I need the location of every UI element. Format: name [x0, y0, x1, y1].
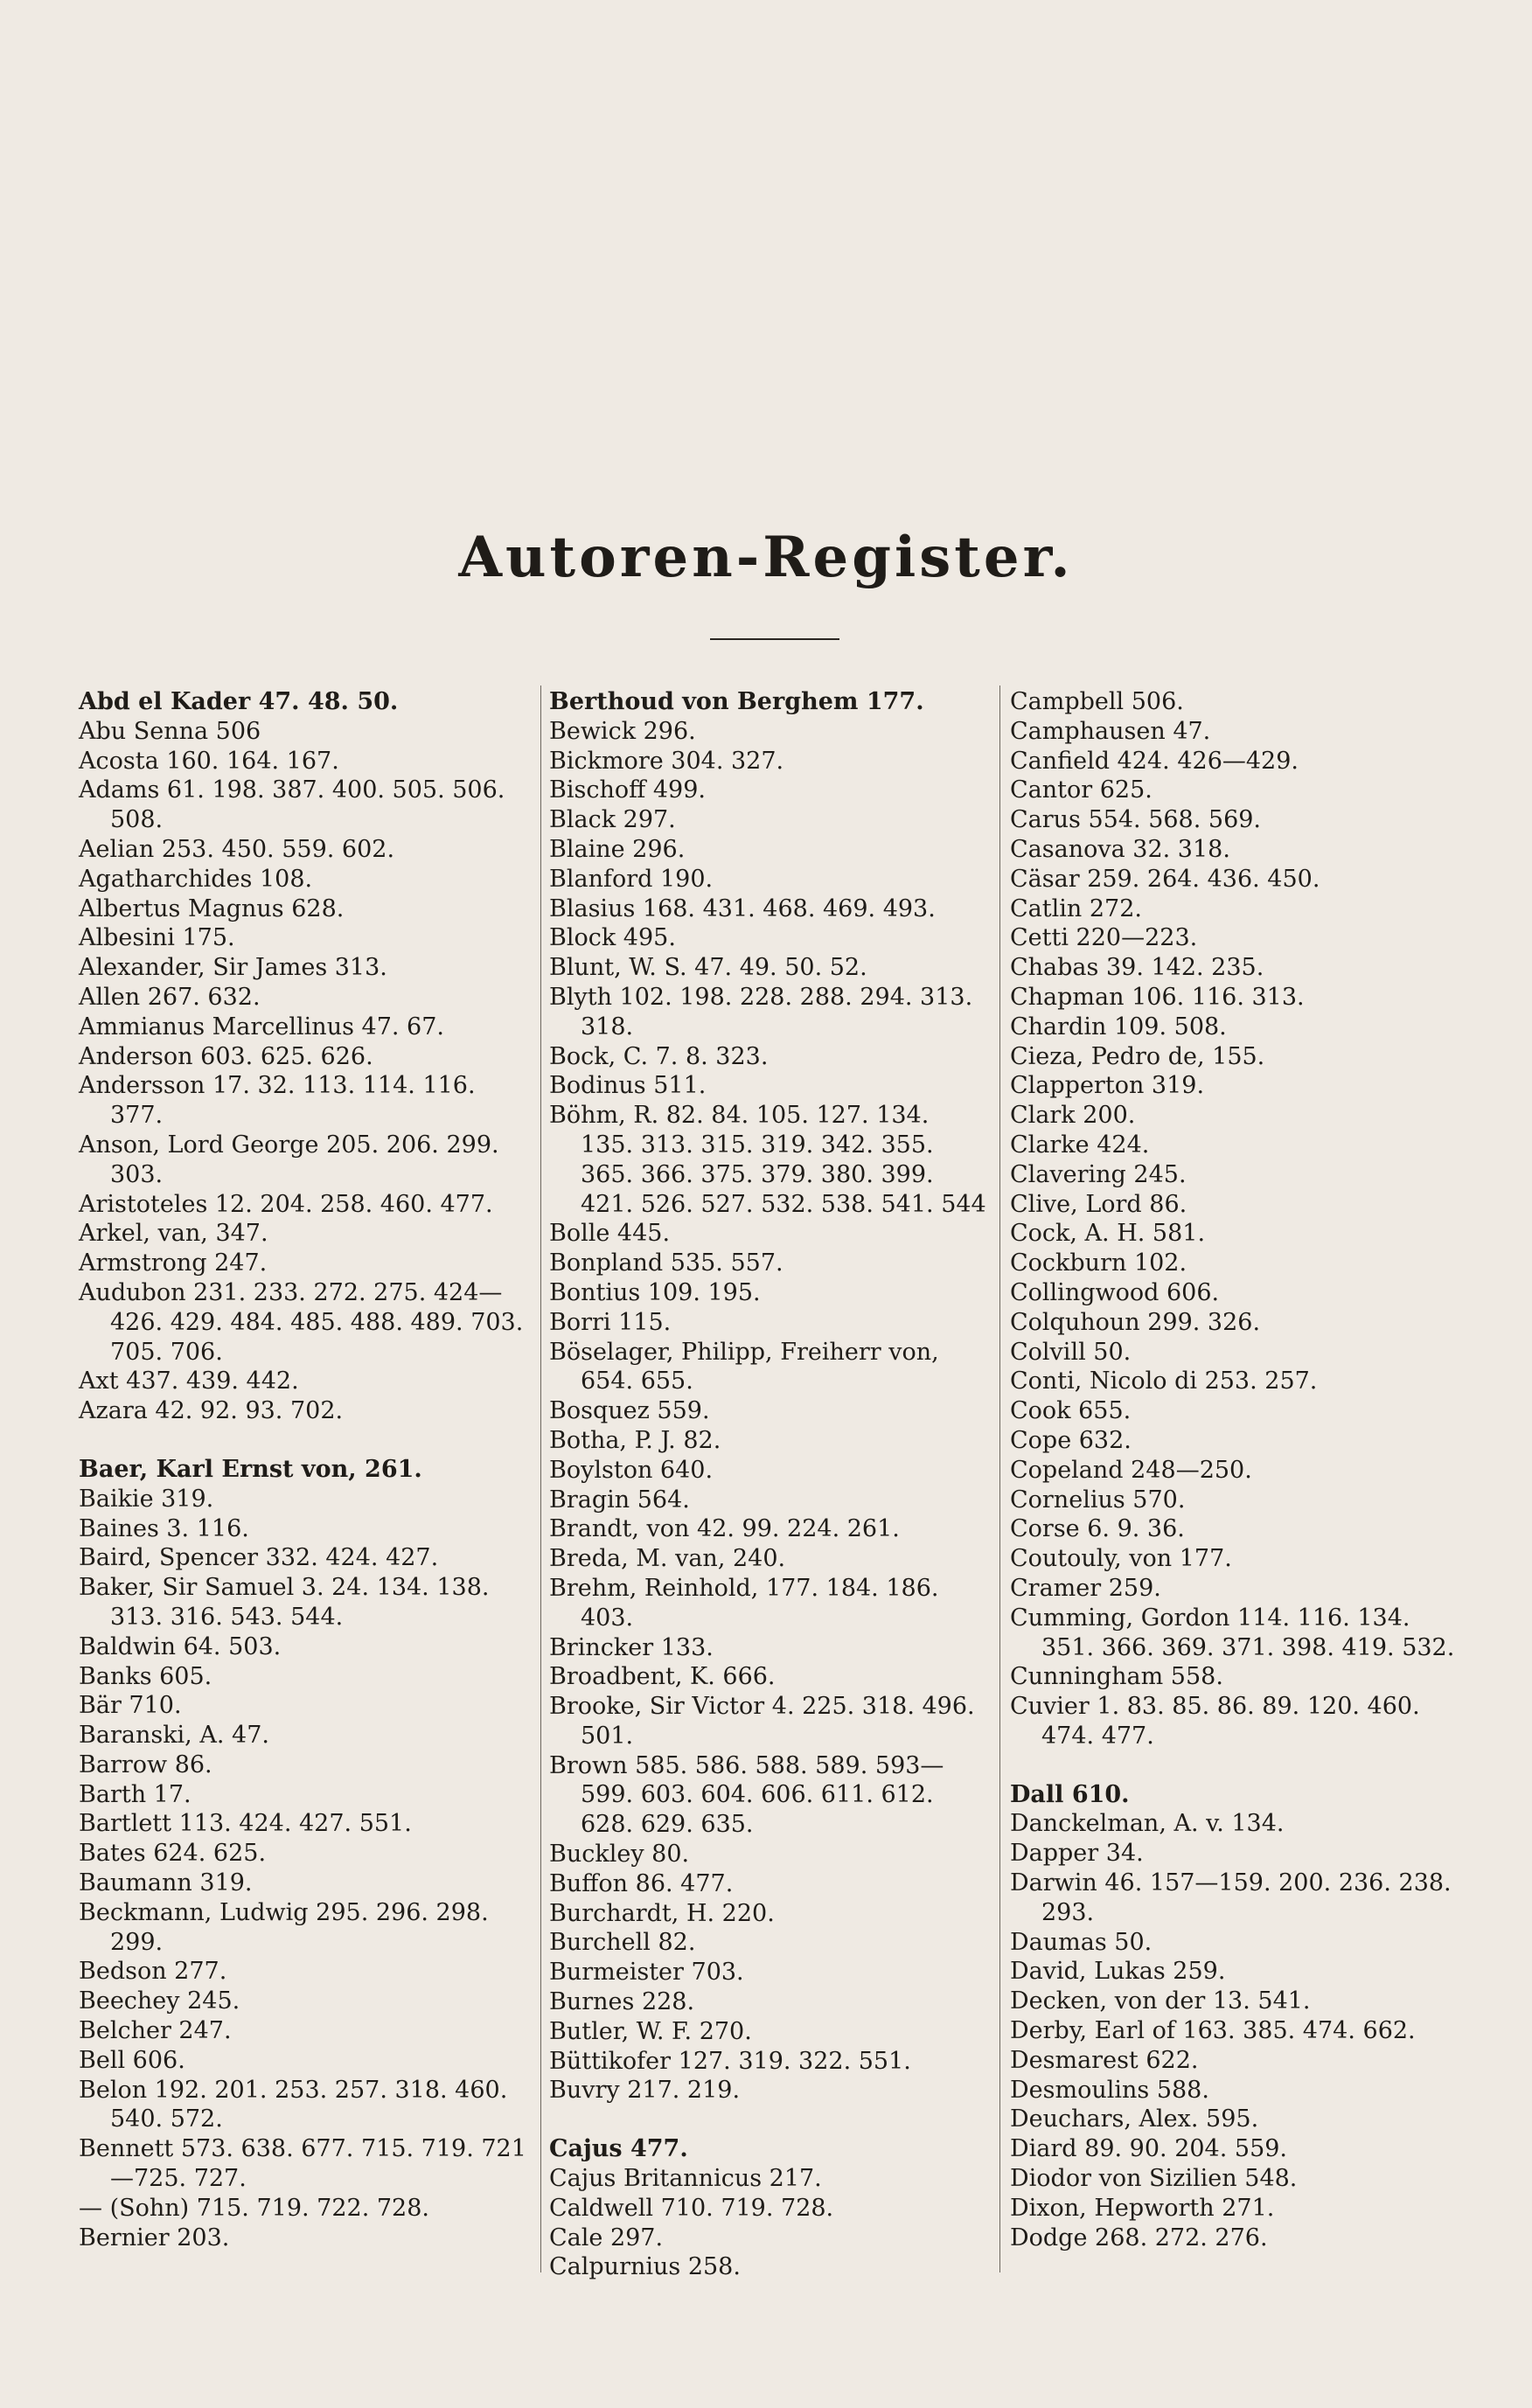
index-entry: Baird, Spencer 332. 424. 427.	[79, 1544, 439, 1572]
index-entry: Blasius 168. 431. 468. 469. 493.	[549, 894, 936, 922]
index-entry: Brehm, Reinhold, 177. 184. 186. 403.	[549, 1574, 939, 1632]
index-entry: Abu Senna 506	[79, 717, 261, 745]
index-entry: Coutouly, von 177.	[1010, 1545, 1232, 1573]
index-entry: Ammianus Marcellinus 47. 67.	[79, 1013, 444, 1040]
index-entry: Campbell 506.	[1010, 688, 1184, 715]
index-column-2	[549, 687, 986, 2281]
index-entry: Casanova 32. 318.	[1010, 835, 1230, 863]
letter-section-gap	[549, 2105, 986, 2134]
index-entry: Arkel, van, 347.	[79, 1220, 268, 1248]
index-entry: Baer, Karl Ernst von, 261.	[79, 1455, 422, 1483]
index-entry: Bedson 277.	[79, 1958, 227, 1986]
index-entry: Andersson 17. 32. 113. 114. 116. 377.	[79, 1072, 476, 1130]
index-entry: Cramer 259.	[1010, 1574, 1161, 1602]
index-entry: Calpurnius 258.	[549, 2253, 741, 2281]
index-entry: Clarke 424.	[1010, 1131, 1150, 1159]
page-title: Autoren-Register.	[458, 525, 1074, 590]
index-entry: Breda, M. van, 240.	[549, 1545, 786, 1573]
index-entry: Barth 17.	[79, 1780, 192, 1808]
index-entry: Conti, Nicolo di 253. 257.	[1010, 1368, 1318, 1395]
index-entry: Copeland 248—250.	[1010, 1456, 1252, 1484]
index-entry: Baines 3. 116.	[79, 1514, 249, 1542]
index-entry: Cajus Britannicus 217.	[549, 2165, 822, 2193]
column-divider-2	[999, 686, 1000, 2272]
letter-section-gap	[79, 1426, 533, 1455]
index-entry: Buckley 80.	[549, 1841, 690, 1869]
index-entry: Chapman 106. 116. 313.	[1010, 983, 1305, 1011]
index-entry: Abd el Kader 47. 48. 50.	[79, 688, 399, 715]
index-column-1	[79, 687, 533, 2277]
index-entry: Cetti 220—223.	[1010, 924, 1198, 952]
index-entry: Bates 624. 625.	[79, 1840, 267, 1868]
index-entry: Dodge 268. 272. 276.	[1010, 2224, 1268, 2251]
index-entry: Bär 710.	[79, 1692, 182, 1720]
index-entry: Bolle 445.	[549, 1220, 671, 1248]
index-entry: Aristoteles 12. 204. 258. 460. 477.	[79, 1190, 493, 1218]
index-entry: Cunningham 558.	[1010, 1663, 1223, 1691]
index-entry: Bewick 296.	[549, 717, 696, 745]
index-entry: Agatharchides 108.	[79, 865, 313, 893]
index-entry: Danckelman, A. v. 134.	[1010, 1810, 1285, 1838]
index-entry: Brooke, Sir Victor 4. 225. 318. 496. 501.	[549, 1693, 975, 1750]
column-divider-1	[540, 686, 541, 2272]
index-entry: Cantor 625.	[1010, 776, 1152, 804]
index-entry: Baker, Sir Samuel 3. 24. 134. 138. 313. 316. 543. 544.	[79, 1574, 490, 1631]
index-entry: Audubon 231. 233. 272. 275. 424—426. 429. 484. 485. 488. 489. 703. 705. 706.	[79, 1278, 524, 1366]
index-entry: Dapper 34.	[1010, 1840, 1144, 1868]
index-entry: Beckmann, Ludwig 295. 296. 298. 299.	[79, 1898, 489, 1956]
index-entry: Brandt, von 42. 99. 224. 261.	[549, 1515, 900, 1543]
index-entry: Clark 200.	[1010, 1102, 1136, 1130]
index-entry: Colvill 50.	[1010, 1338, 1132, 1366]
index-entry: Borri 115.	[549, 1308, 672, 1336]
index-entry: Derby, Earl of 163. 385. 474. 662.	[1010, 2017, 1416, 2045]
index-entry: Adams 61. 198. 387. 400. 505. 506. 508.	[79, 776, 505, 834]
index-entry: Blanford 190.	[549, 865, 714, 893]
index-entry: Chardin 109. 508.	[1010, 1013, 1227, 1040]
index-entry: — (Sohn) 715. 719. 722. 728.	[79, 2194, 429, 2222]
index-entry: Böhm, R. 82. 84. 105. 127. 134. 135. 313. 315. 319. 342. 355. 365. 366. 375. 379. 380. 399. 421. 526. 527. 532. 538. 541. 544	[549, 1102, 986, 1218]
index-entry: Cäsar 259. 264. 436. 450.	[1010, 865, 1320, 893]
letter-section-gap	[1010, 1751, 1465, 1780]
index-entry: Colquhoun 299. 326.	[1010, 1308, 1261, 1336]
index-entry: Berthoud von Berghem 177.	[549, 688, 924, 715]
index-entry: Bontius 109. 195.	[549, 1278, 761, 1306]
index-entry: Camphausen 47.	[1010, 717, 1211, 745]
index-entry: Brincker 133.	[549, 1633, 714, 1661]
index-entry: Block 495.	[549, 924, 676, 952]
index-entry: Aelian 253. 450. 559. 602.	[79, 835, 395, 863]
index-entry: Canfield 424. 426—429.	[1010, 747, 1299, 775]
index-entry: Barrow 86.	[79, 1750, 212, 1778]
index-entry: Acosta 160. 164. 167.	[79, 747, 339, 775]
index-entry: Büttikofer 127. 319. 322. 551.	[549, 2047, 911, 2075]
index-entry: Armstrong 247.	[79, 1249, 268, 1277]
index-entry: Chabas 39. 142. 235.	[1010, 954, 1264, 982]
index-entry: Bischoff 499.	[549, 776, 706, 804]
index-entry: David, Lukas 259.	[1010, 1958, 1226, 1986]
index-entry: Collingwood 606.	[1010, 1278, 1220, 1306]
index-entry: Albertus Magnus 628.	[79, 894, 345, 922]
index-entry: Cumming, Gordon 114. 116. 134. 351. 366. 369. 371. 398. 419. 532.	[1010, 1604, 1455, 1661]
index-entry: Black 297.	[549, 806, 676, 834]
index-entry: Bennett 573. 638. 677. 715. 719. 721—725. 727.	[79, 2135, 526, 2193]
index-entry: Alexander, Sir James 313.	[79, 954, 387, 982]
index-entry: Beechey 245.	[79, 1987, 240, 2015]
index-entry: Bickmore 304. 327.	[549, 747, 784, 775]
index-entry: Albesini 175.	[79, 924, 235, 952]
index-entry: Cuvier 1. 83. 85. 86. 89. 120. 460. 474. 477.	[1010, 1693, 1420, 1750]
index-entry: Azara 42. 92. 93. 702.	[79, 1397, 344, 1425]
index-entry: Dall 610.	[1010, 1780, 1130, 1808]
title-rule	[710, 638, 839, 640]
index-entry: Cajus 477.	[549, 2135, 688, 2163]
index-entry: Cockburn 102.	[1010, 1249, 1187, 1277]
index-entry: Baumann 319.	[79, 1869, 253, 1897]
index-entry: Buvry 217. 219.	[549, 2077, 741, 2105]
index-entry: Blyth 102. 198. 228. 288. 294. 313. 318.	[549, 983, 973, 1040]
index-entry: Bell 606.	[79, 2046, 185, 2074]
index-entry: Buffon 86. 477.	[549, 1869, 734, 1897]
index-entry: Corse 6. 9. 36.	[1010, 1515, 1185, 1543]
index-entry: Baikie 319.	[79, 1485, 214, 1513]
index-entry: Böselager, Philipp, Freiherr von, 654. 655.	[549, 1338, 939, 1395]
index-entry: Banks 605.	[79, 1662, 212, 1690]
index-entry: Burmeister 703.	[549, 1959, 744, 1987]
index-entry: Bosquez 559.	[549, 1397, 710, 1425]
index-entry: Baldwin 64. 503.	[79, 1632, 282, 1660]
index-entry: Cock, A. H. 581.	[1010, 1220, 1206, 1248]
index-entry: Burchell 82.	[549, 1929, 696, 1957]
index-entry: Bonpland 535. 557.	[549, 1249, 783, 1277]
index-entry: Desmoulins 588.	[1010, 2076, 1209, 2104]
index-entry: Belon 192. 201. 253. 257. 318. 460. 540. 572.	[79, 2076, 508, 2133]
index-entry: Daumas 50.	[1010, 1928, 1152, 1956]
index-entry: Diodor von Sizilien 548.	[1010, 2165, 1298, 2193]
index-entry: Belcher 247.	[79, 2017, 232, 2045]
index-entry: Bernier 203.	[79, 2224, 230, 2251]
index-entry: Burnes 228.	[549, 1988, 695, 2016]
index-entry: Axt 437. 439. 442.	[79, 1368, 299, 1395]
index-entry: Allen 267. 632.	[79, 983, 261, 1011]
index-entry: Burchardt, H. 220.	[549, 1899, 775, 1927]
index-entry: Blaine 296.	[549, 835, 686, 863]
index-entry: Botha, P. J. 82.	[549, 1426, 721, 1454]
index-entry: Darwin 46. 157—159. 200. 236. 238. 293.	[1010, 1869, 1452, 1926]
index-entry: Dixon, Hepworth 271.	[1010, 2194, 1275, 2222]
index-entry: Clive, Lord 86.	[1010, 1190, 1187, 1218]
index-entry: Cale 297.	[549, 2224, 664, 2251]
index-entry: Carus 554. 568. 569.	[1010, 806, 1262, 834]
index-entry: Deuchars, Alex. 595.	[1010, 2105, 1259, 2133]
index-entry: Bartlett 113. 424. 427. 551.	[79, 1810, 412, 1838]
index-entry: Caldwell 710. 719. 728.	[549, 2194, 834, 2222]
index-entry: Catlin 272.	[1010, 894, 1142, 922]
index-entry: Cope 632.	[1010, 1426, 1132, 1454]
index-column-3	[1010, 687, 1465, 2277]
index-entry: Cornelius 570.	[1010, 1486, 1186, 1514]
index-entry: Bragin 564.	[549, 1486, 690, 1514]
index-entry: Clavering 245.	[1010, 1160, 1187, 1188]
index-entry: Blunt, W. S. 47. 49. 50. 52.	[549, 954, 867, 982]
index-entry: Baranski, A. 47.	[79, 1722, 269, 1750]
index-entry: Brown 585. 586. 588. 589. 593—599. 603. 604. 606. 611. 612. 628. 629. 635.	[549, 1751, 944, 1839]
index-entry: Boylston 640.	[549, 1456, 714, 1484]
index-entry: Broadbent, K. 666.	[549, 1663, 776, 1691]
index-entry: Anderson 603. 625. 626.	[79, 1042, 373, 1070]
index-entry: Bock, C. 7. 8. 323.	[549, 1042, 769, 1070]
index-entry: Diard 89. 90. 204. 559.	[1010, 2135, 1288, 2163]
index-entry: Cieza, Pedro de, 155.	[1010, 1042, 1265, 1070]
index-entry: Bodinus 511.	[549, 1072, 707, 1100]
index-entry: Butler, W. F. 270.	[549, 2017, 752, 2045]
index-entry: Cook 655.	[1010, 1397, 1132, 1425]
index-entry: Clapperton 319.	[1010, 1072, 1205, 1100]
index-entry: Anson, Lord George 205. 206. 299. 303.	[79, 1131, 499, 1188]
index-entry: Decken, von der 13. 541.	[1010, 1987, 1311, 2015]
index-entry: Desmarest 622.	[1010, 2046, 1199, 2074]
